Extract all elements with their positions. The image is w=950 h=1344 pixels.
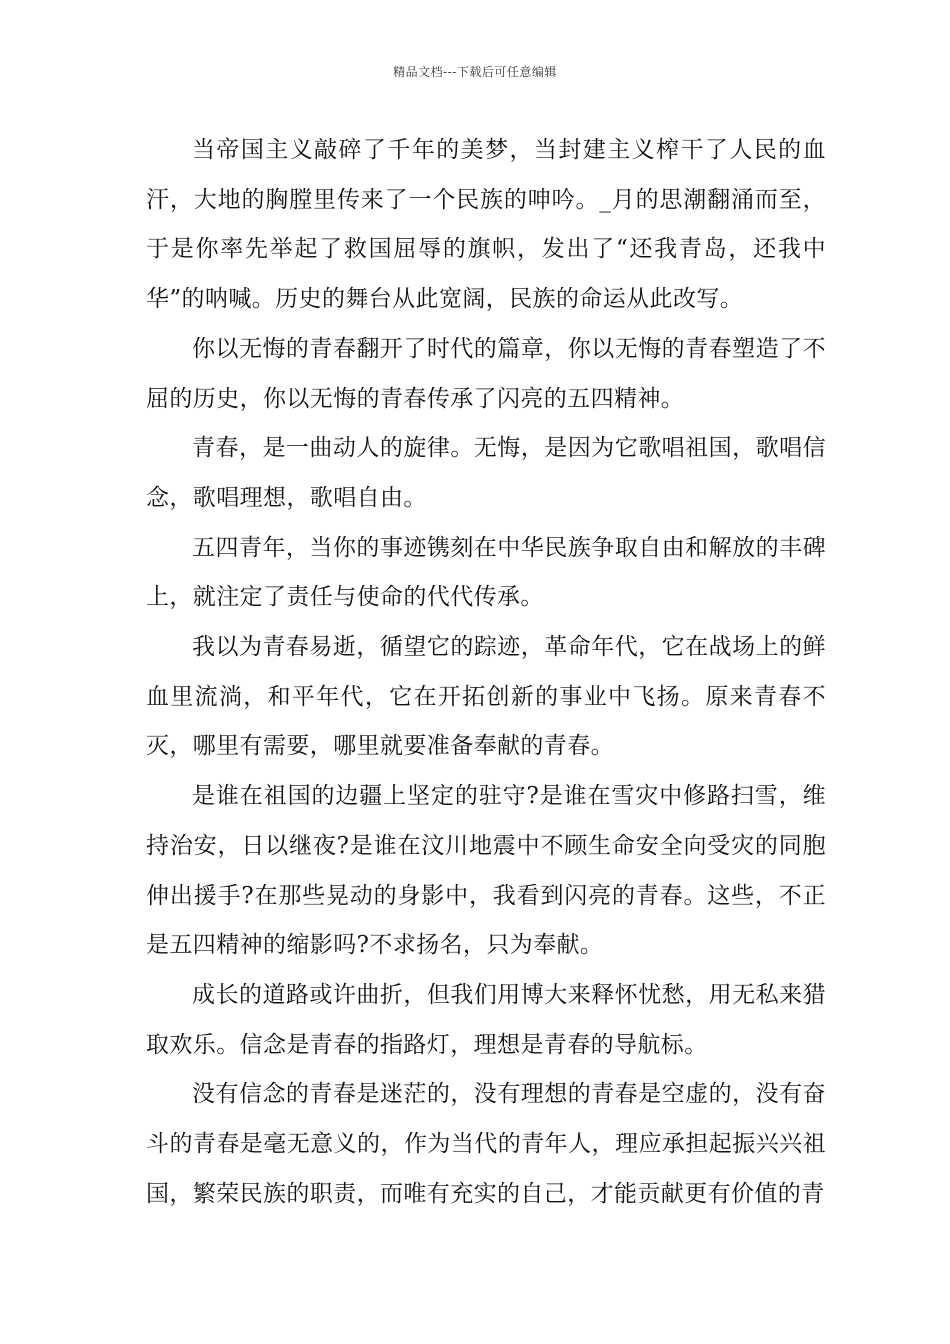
paragraph: 是谁在祖国的边疆上坚定的驻守?是谁在雪灾中修路扫雪，维持治安，日以继夜?是谁在汶川地震中不顾生命安全向受灾的同胞伸出援手?在那些晃动的身影中，我看到闪亮的青春。这些，不正是五四精神的缩影吗?不求扬名，只为奉献。 (146, 783, 826, 959)
paragraph: 我以为青春易逝，循望它的踪迹，革命年代，它在战场上的鲜血里流淌，和平年代，它在开拓创新的事业中飞扬。原来青春不灭，哪里有需要，哪里就要准备奉献的青春。 (146, 634, 826, 760)
paragraph: 当帝国主义敲碎了千年的美梦，当封建主义榨干了人民的血汗，大地的胸膛里传来了一个民族的呻吟。_月的思潮翻涌而至，于是你率先举起了救国屈辱的旗帜，发出了“还我青岛，还我中华”的呐喊。历史的舞台从此宽阔，民族的命运从此改写。 (146, 137, 826, 313)
paragraph: 没有信念的青春是迷茫的，没有理想的青春是空虚的，没有奋斗的青春是毫无意义的，作为当代的青年人，理应承担起振兴兴祖国，繁荣民族的职责，而唯有充实的自己，才能贡献更有价值的青 (146, 1081, 826, 1207)
document-body (146, 126, 826, 1219)
paragraph: 青春，是一曲动人的旋律。无悔，是因为它歌唱祖国，歌唱信念，歌唱理想，歌唱自由。 (146, 435, 826, 511)
paragraph: 五四青年，当你的事迹镌刻在中华民族争取自由和解放的丰碑上，就注定了责任与使命的代代传承。 (146, 534, 826, 611)
paragraph: 你以无悔的青春翻开了时代的篇章，你以无悔的青春塑造了不屈的历史，你以无悔的青春传承了闪亮的五四精神。 (146, 335, 826, 412)
page-header: 精品文档---下载后可任意编辑 (393, 65, 557, 79)
paragraph: 成长的道路或许曲折，但我们用博大来释怀忧愁，用无私来猎取欢乐。信念是青春的指路灯，理想是青春的导航标。 (146, 981, 826, 1058)
